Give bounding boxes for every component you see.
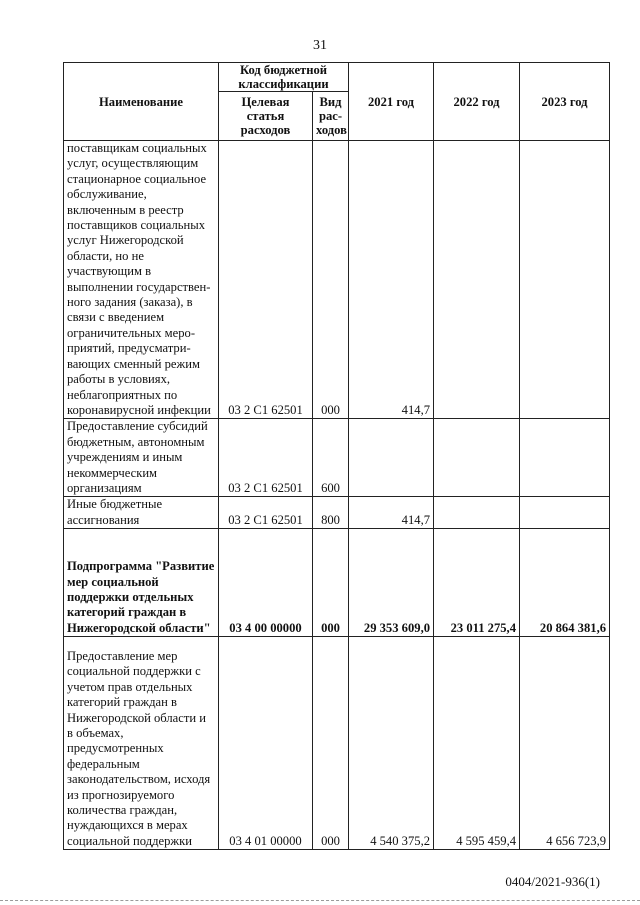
table-row [64,529,610,637]
table-row [64,141,610,419]
header-2022: 2022 год [434,63,520,141]
header-name: Наименование [64,63,219,141]
budget-table [63,62,610,850]
row-2023: 20 864 381,6 [520,529,610,637]
header-target-item: Целевая статья расходов [219,92,313,141]
row-target-code: 03 2 C1 62501 [219,419,313,497]
header-budget-classification: Код бюджетной классификации [219,63,349,92]
row-name: Подпрограмма "Развитие мер социальной поддержки отдельных категорий граждан в Нижегородской области" [64,529,219,637]
row-target-code: 03 4 01 00000 [219,637,313,850]
row-name: Предоставление субсидий бюджетным, автономным учреждениям и иным некоммерческим организациям [64,419,219,497]
scan-edge-line [0,900,640,901]
row-target-code: 03 4 00 00000 [219,529,313,637]
row-2023 [520,419,610,497]
header-2021: 2021 год [349,63,434,141]
row-expense-type: 000 [313,637,349,850]
row-name: Предоставление мер социальной поддержки с учетом прав отдельных категорий граждан в Нижегородской области и в объемах, предусмотренных федеральным законодательством, исходя из прогнозируемого количества граждан, нуждающихся в мерах социальной поддержки [64,637,219,850]
row-2022 [434,497,520,529]
row-2022 [434,141,520,419]
row-2021: 4 540 375,2 [349,637,434,850]
row-expense-type: 800 [313,497,349,529]
row-expense-type: 600 [313,419,349,497]
row-2023 [520,497,610,529]
row-2021: 414,7 [349,141,434,419]
page-number: 31 [313,38,327,53]
header-expense-type: Вид рас-ходов [313,92,349,141]
row-2021: 29 353 609,0 [349,529,434,637]
row-2022 [434,419,520,497]
row-expense-type: 000 [313,141,349,419]
header-2023: 2023 год [520,63,610,141]
table-row [64,637,610,850]
row-target-code: 03 2 C1 62501 [219,141,313,419]
row-2021: 414,7 [349,497,434,529]
row-name: поставщикам социальных услуг, осуществляющим стационарное социальное обслуживание, включенным в реестр поставщиков социальных услуг Нижегородской области, но не участвующим в выполнении государствен-ного задания (заказа), в связи с введением ограничительных меро-приятий, предусматри-вающих сменный режим работы в условиях, неблагоприятных по коронавирусной инфекции [64,141,219,419]
row-2023: 4 656 723,9 [520,637,610,850]
row-2022: 23 011 275,4 [434,529,520,637]
row-expense-type: 000 [313,529,349,637]
table-row [64,419,610,497]
row-2021 [349,419,434,497]
row-2023 [520,141,610,419]
row-name: Иные бюджетные ассигнования [64,497,219,529]
table-row [64,497,610,529]
row-2022: 4 595 459,4 [434,637,520,850]
row-target-code: 03 2 C1 62501 [219,497,313,529]
document-code: 0404/2021-936(1) [505,874,600,889]
